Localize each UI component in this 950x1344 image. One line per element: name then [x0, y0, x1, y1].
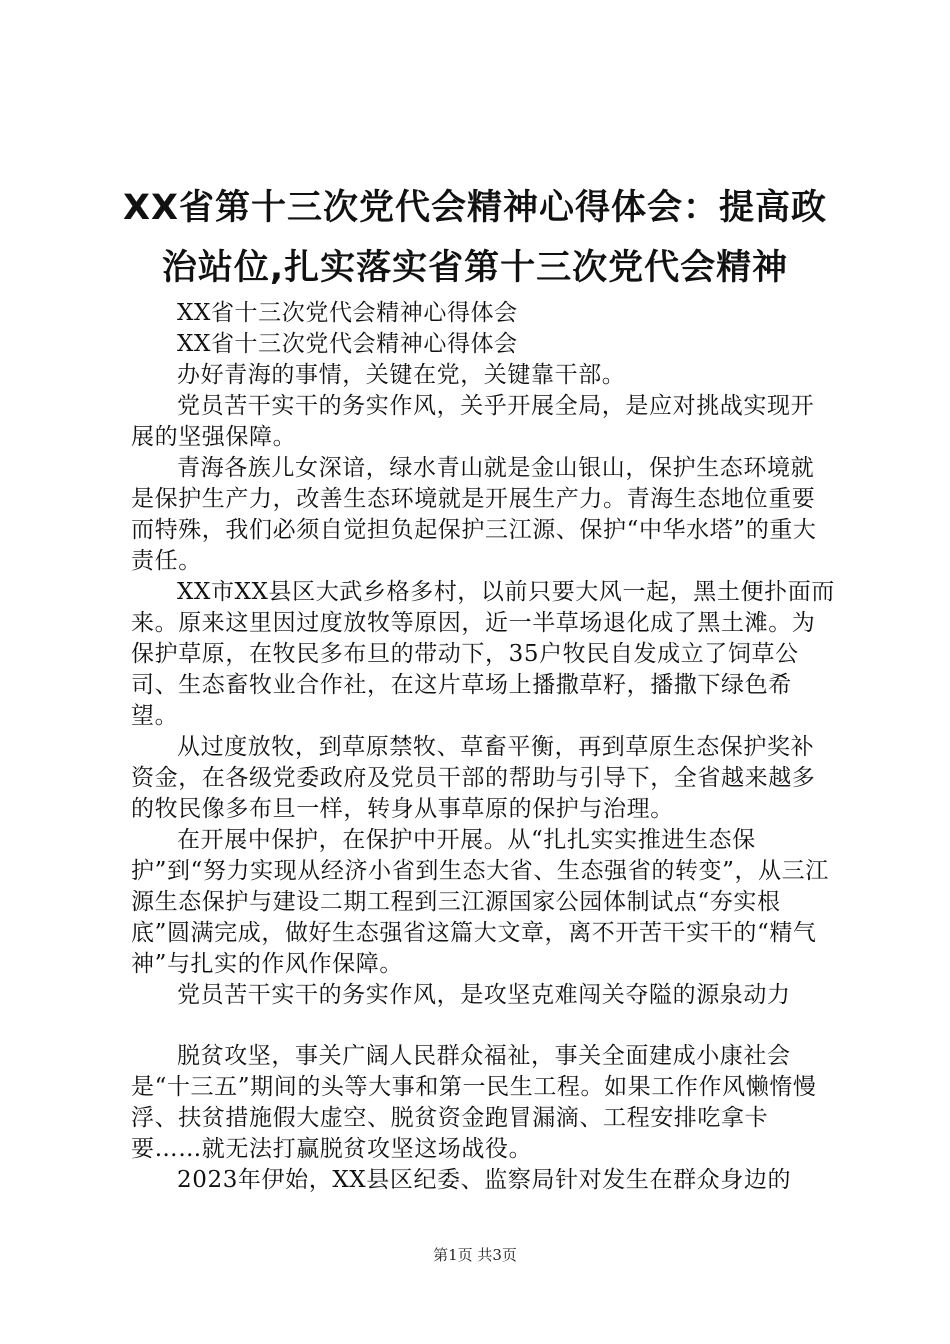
paragraph: XX省十三次党代会精神心得体会: [177, 300, 518, 326]
paragraph: 党员苦干实干的务实作风，关乎开展全局，是应对挑战实现开展的坚强保障。: [131, 393, 815, 450]
paragraph: 脱贫攻坚，事关广阔人民群众福祉，事关全面建成小康社会是“十三五”期间的头等大事和第一民生工程。如果工作作风懒惰慢浮、扶贫措施假大虚空、脱贫资金跑冒漏滴、工程安排吃拿卡要……就无法打赢脱贫攻坚这场战役。: [131, 1043, 817, 1162]
paragraph: XX市XX县区大武乡格多村，以前只要大风一起，黑土便扑面而来。原来这里因过度放牧等原因，近一半草场退化成了黑土滩。为保护草原，在牧民多布旦的带动下，35户牧民自发成立了饲草公司、生态畜牧业合作社，在这片草场上播撒草籽，播撒下绿色希望。: [131, 579, 835, 729]
paragraph: 2023年伊始，XX县区纪委、监察局针对发生在群众身边的: [177, 1167, 792, 1193]
paragraph: 办好青海的事情，关键在党，关键靠干部。: [177, 362, 626, 388]
paragraph: 青海各族儿女深谙，绿水青山就是金山银山，保护生态环境就是保护生产力，改善生态环境就是开展生产力。青海生态地位重要而特殊，我们必须自觉担负起保护三江源、保护“中华水塔”的重大责任。: [131, 455, 817, 574]
paragraph: 从过度放牧，到草原禁牧、草畜平衡，再到草原生态保护奖补资金，在各级党委政府及党员干部的帮助与引导下，全省越来越多的牧民像多布旦一样，转身从事草原的保护与治理。: [131, 734, 816, 822]
paragraph: 在开展中保护，在保护中开展。从“扎扎实实推进生态保护”到“努力实现从经济小省到生态大省、生态强省的转变”，从三江源生态保护与建设二期工程到三江源国家公园体制试点“夯实根底”圆满完成，做好生态强省这篇大文章，离不开苦干实干的“精气神”与扎实的作风作保障。: [131, 827, 829, 977]
paragraph: XX省十三次党代会精神心得体会: [177, 331, 518, 357]
document-title: [110, 178, 840, 298]
section-heading: 党员苦干实干的务实作风，是攻坚克难闯关夺隘的源泉动力: [177, 982, 791, 1008]
title-line-1: XX省第十三次党代会精神心得体会：提高政: [123, 188, 827, 228]
page-footer: 第1页 共3页: [433, 1246, 517, 1264]
document-body: [131, 298, 835, 1196]
title-line-2: 治站位,扎实落实省第十三次党代会精神: [161, 248, 789, 288]
